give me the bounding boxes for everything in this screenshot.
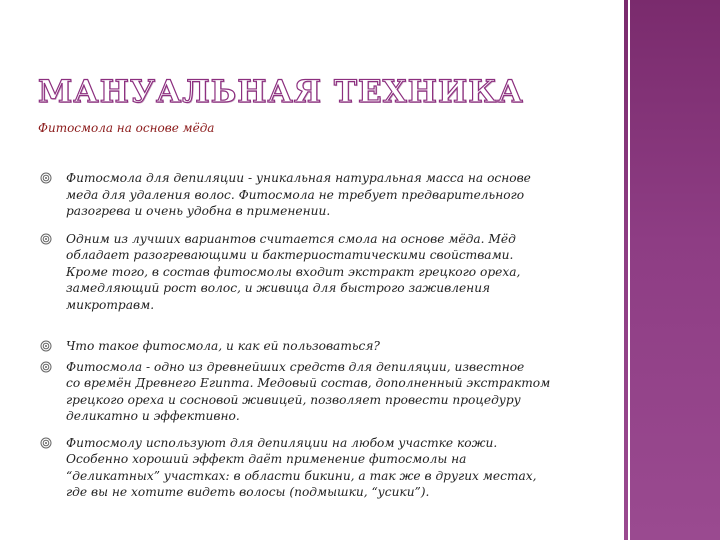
ornament-bullet-icon [40, 361, 52, 373]
ornament-bullet-icon [40, 437, 52, 449]
ornament-bullet-icon [40, 172, 52, 184]
ornament-bullet-icon [40, 233, 52, 245]
ornament-bullet-icon [40, 340, 52, 352]
bullet-text: Фитосмолу используют для депиляции на любом участке кожи. Особенно хороший эффект даёт применение фитосмолы на “деликатных” участках: в области бикини, а так же в других местах, где вы не хотите видеть волосы (подмышки, “усики”). [66, 435, 537, 499]
bullet-item [40, 435, 620, 501]
decorative-divider-line [628, 0, 630, 540]
bullet-text: Одним из лучших вариантов считается смола на основе мёда. Мёд обладает разогревающими и бактериостатическими свойствами. Кроме того, в состав фитосмолы входит экстракт грецкого ореха, замедляющий рост волос, и живица для быстрого заживления микротравм. [66, 231, 521, 312]
bullet-text: Фитосмола для депиляции - уникальная натуральная масса на основе меда для удаления волос. Фитосмола не требует предварительного разогрева и очень удобна в применении. [66, 171, 531, 218]
bullet-text: Фитосмола - одно из древнейших средств для депиляции, известное со времён Древнего Египта. Медовый состав, дополненный экстрактом грецкого ореха и сосновой живицей, позволяет провести процедуру деликатно и эффективно. [66, 359, 551, 423]
decorative-side-band [624, 0, 720, 540]
slide-title: МАНУАЛЬНАЯ ТЕХНИКА [38, 74, 524, 110]
slide-subtitle: Фитосмола на основе мёда [38, 121, 215, 135]
bullet-item [40, 231, 620, 314]
bullet-item [40, 359, 620, 425]
bullet-list [40, 170, 620, 501]
bullet-text: Что такое фитосмола, и как ей пользоваться? [66, 339, 380, 353]
bullet-item [40, 338, 620, 355]
bullet-item [40, 170, 620, 220]
